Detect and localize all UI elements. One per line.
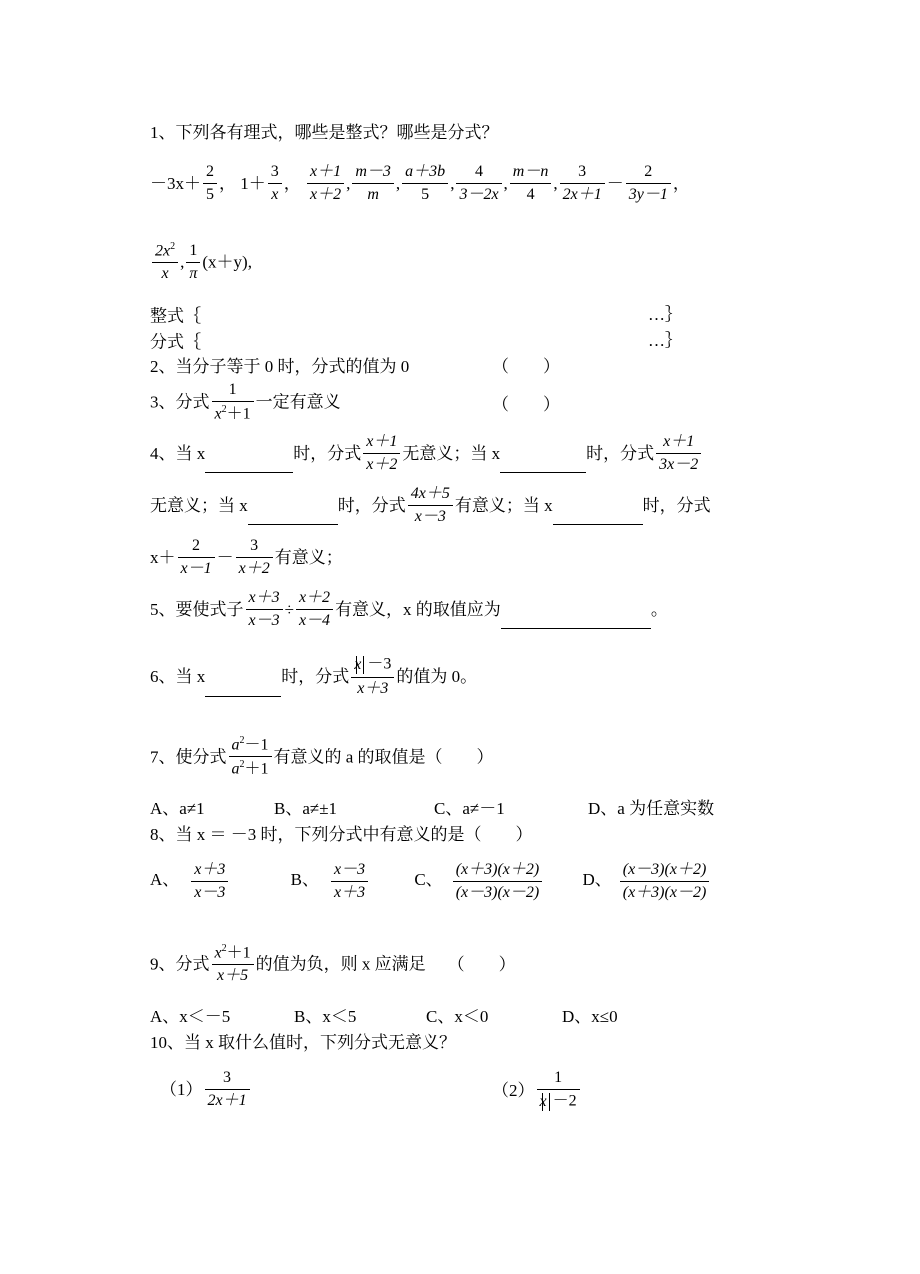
q4-line-1: 4、当 x 时，分式 $\frac{x+1}{x+2}$ 无意义；当 x 时，分式 $\frac{x+1}{3x-2}$ bbox=[150, 434, 703, 473]
q1-zhengshi: 整式｛ bbox=[150, 306, 201, 326]
q1-zhengshi-end: …｝ bbox=[648, 305, 682, 324]
q4-blank-4[interactable] bbox=[553, 510, 643, 525]
q1-t1-pre: －3x＋ bbox=[150, 174, 201, 193]
q1-frac-4: $\frac{m-3}{m}$ bbox=[352, 164, 394, 203]
q6-blank[interactable] bbox=[205, 682, 281, 697]
q4-line-3: x＋ $\frac{2}{x-1}$ － $\frac{3}{x+2}$ 有意义； bbox=[150, 537, 343, 577]
q5-blank[interactable] bbox=[501, 614, 651, 629]
q4-blank-3[interactable] bbox=[248, 510, 338, 525]
q1-frac-7: $\frac{m-n}{4}$ bbox=[510, 164, 552, 203]
q8-option-b[interactable]: B、 $\frac{x-3}{x+3}$ bbox=[291, 870, 370, 889]
q3-frac: $\frac{1}{x^2+1}$ bbox=[212, 382, 254, 422]
q6-line: 6、当 x 时，分式 $\frac{x -3}{x+3}$ 的值为 0。 bbox=[150, 655, 478, 697]
q4-frac-2: $\frac{x+1}{3x-2}$ bbox=[656, 434, 701, 473]
q7-frac: $\frac{a^2-1}{a^2+1}$ bbox=[229, 736, 272, 778]
q9-answer-paren[interactable]: （ ） bbox=[447, 954, 516, 974]
q8-option-c[interactable]: C、 $\frac{(x+3)(x+2)}{(x-3)(x-2)}$ bbox=[414, 870, 544, 889]
q6-frac: $\frac{x -3}{x+3}$ bbox=[351, 656, 394, 697]
q1-expressions-2: $\frac{2x^2}{x}$ , $\frac{1}{\pi}$ (x＋y), bbox=[150, 242, 252, 282]
q1-frac-10: $\frac{2x^2}{x}$ bbox=[152, 242, 178, 282]
q2-text: 2、当分子等于 0 时，分式的值为 0 bbox=[150, 357, 410, 376]
q1-fenshi: 分式｛ bbox=[150, 332, 201, 352]
q3-answer-paren[interactable]: （ ） bbox=[492, 395, 560, 414]
q4-frac-5: $\frac{3}{x+2}$ bbox=[236, 538, 273, 577]
q1-frac-6: $\frac{4}{3-2x}$ bbox=[456, 164, 501, 203]
q7-option-a[interactable]: A、a≠1 bbox=[150, 799, 205, 818]
q3-line: 3、分式 $\frac{1}{x^2+1}$ 一定有意义 bbox=[150, 381, 341, 423]
q8-option-d[interactable]: D、 $\frac{(x-3)(x+2)}{(x+3)(x-2)}$ bbox=[582, 870, 711, 889]
q1-frac-8: $\frac{3}{2x+1}$ bbox=[560, 164, 605, 203]
q5-line: 5、要使式子 $\frac{x+3}{x-3}$ ÷ $\frac{x+2}{x-4}$ 有意义，x 的取值应为 。 bbox=[150, 589, 668, 629]
q8-option-a[interactable]: A、 $\frac{x+3}{x-3}$ bbox=[150, 870, 230, 889]
q4-blank-1[interactable] bbox=[205, 458, 293, 473]
q9-frac: $\frac{x^2+1}{x+5}$ bbox=[212, 944, 254, 984]
q1-frac-3: $\frac{x+1}{x+2}$ bbox=[307, 164, 344, 203]
q9-option-d[interactable]: D、x≤0 bbox=[562, 1007, 618, 1026]
q7-option-c[interactable]: C、a≠－1 bbox=[434, 799, 505, 818]
q7-line: 7、使分式 $\frac{a^2-1}{a^2+1}$ 有意义的 a 的取值是（ ） bbox=[150, 735, 494, 778]
q7-option-d[interactable]: D、a 为任意实数 bbox=[588, 799, 715, 818]
q8-text: 8、当 x ＝ －3 时，下列分式中有意义的是（ ） bbox=[150, 825, 533, 844]
q10-part-2: （2） $\frac{1}{x -2}$ bbox=[492, 1070, 582, 1111]
q1-t2-pre: 1＋ bbox=[240, 174, 266, 193]
q4-frac-1: $\frac{x+1}{x+2}$ bbox=[363, 434, 400, 473]
q4-frac-4: $\frac{2}{x-1}$ bbox=[178, 538, 215, 577]
q1-expressions: －3x＋ $\frac{2}{5}$ ， 1＋ $\frac{3}{x}$ ， $\frac{x+1}{x+2}$ , $\frac{m-3}{m}$ , $\frac{a+3b}{5}$ , $\frac{4}{3-2x}$ , $\frac{m-n}{4}$ , $\frac{3}{2x+1}$ － $\frac{2}{3y-1}$ ， bbox=[150, 163, 690, 203]
q2-answer-paren[interactable]: （ ） bbox=[492, 357, 560, 376]
q10-frac-1: $\frac{3}{2x+1}$ bbox=[205, 1070, 250, 1109]
q4-blank-2[interactable] bbox=[500, 458, 586, 473]
q5-frac-1: $\frac{x+3}{x-3}$ bbox=[246, 590, 283, 629]
q9-line: 9、分式 $\frac{x^2+1}{x+5}$ 的值为负，则 x 应满足 （ ） bbox=[150, 943, 516, 985]
q5-frac-2: $\frac{x+2}{x-4}$ bbox=[296, 590, 333, 629]
q9-option-a[interactable]: A、x＜－5 bbox=[150, 1007, 231, 1026]
q7-option-b[interactable]: B、a≠±1 bbox=[274, 799, 338, 818]
q4-frac-3: $\frac{4x+5}{x-3}$ bbox=[408, 486, 453, 525]
q1-fenshi-end: …｝ bbox=[648, 331, 682, 350]
q1-frac-t1: $\frac{2}{5}$ bbox=[203, 164, 217, 203]
q1-frac-11: $\frac{1}{\pi}$ bbox=[186, 243, 200, 282]
q9-option-b[interactable]: B、x＜5 bbox=[294, 1007, 357, 1026]
q1-frac-9: $\frac{2}{3y-1}$ bbox=[626, 164, 671, 203]
q10-text: 10、当 x 取什么值时，下列分式无意义？ bbox=[150, 1033, 456, 1052]
q4-line-2: 无意义；当 x 时，分式 $\frac{4x+5}{x-3}$ 有意义；当 x 时，分式 bbox=[150, 485, 711, 525]
q1-frac-5: $\frac{a+3b}{5}$ bbox=[402, 164, 448, 203]
q10-part-1: （1） $\frac{3}{2x+1}$ bbox=[160, 1070, 252, 1109]
q9-option-c[interactable]: C、x＜0 bbox=[426, 1007, 489, 1026]
q10-frac-2: $\frac{1}{x -2}$ bbox=[537, 1070, 580, 1111]
q1-frac-t2: $\frac{3}{x}$ bbox=[268, 164, 282, 203]
q1-title: 1、下列各有理式，哪些是整式？哪些是分式？ bbox=[150, 123, 499, 142]
q8-options bbox=[150, 862, 711, 901]
q1-f11-post: (x＋y), bbox=[202, 252, 252, 272]
